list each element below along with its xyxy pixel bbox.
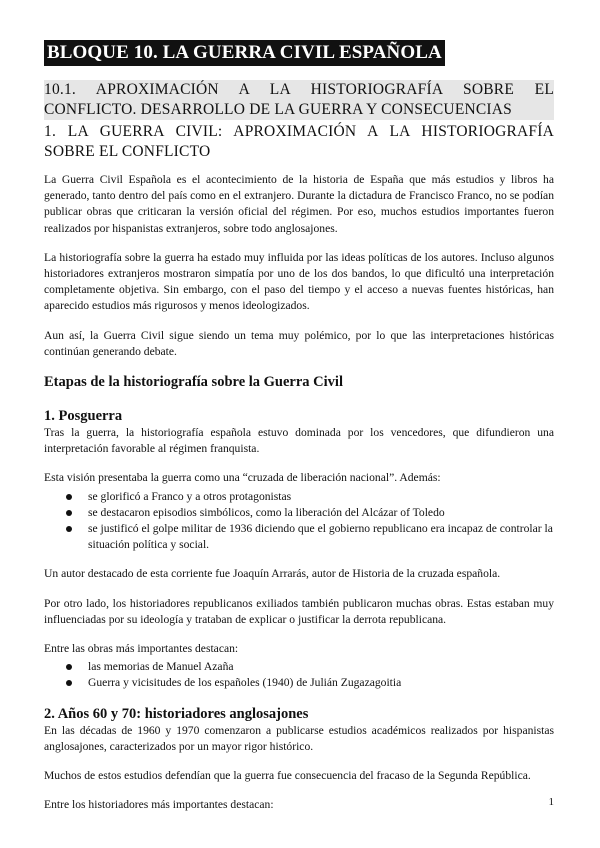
list-item	[80, 659, 554, 675]
list-item-text: Guerra y vicisitudes de los españoles (1940) de Julián Zugazagoitia	[88, 676, 402, 690]
list-item-text: se glorificó a Franco y a otros protagonistas	[88, 489, 292, 503]
list-item	[80, 505, 554, 521]
subsection-heading: 1. LA GUERRA CIVIL: APROXIMACIÓN A LA HISTORIOGRAFÍA SOBRE EL CONFLICTO	[44, 123, 554, 160]
posguerra-paragraph-4: Por otro lado, los historiadores republicanos exiliados también publicaron muchas obras. Estas estaban muy influenciadas por su ideología y trataban de explicar o justificar la derrota republicana.	[44, 596, 554, 626]
list-item	[80, 675, 554, 691]
posguerra-paragraph-5: Entre las obras más importantes destacan:	[44, 642, 239, 656]
anglosajones-paragraph-2: Muchos de estos estudios defendían que la guerra fue consecuencia del fracaso de la Segunda República.	[44, 769, 531, 783]
list-item	[80, 521, 554, 553]
posguerra-paragraph-3: Un autor destacado de esta corriente fue Joaquín Arrarás, autor de Historia de la cruzada española.	[44, 567, 501, 581]
posguerra-works-list	[44, 659, 554, 691]
bullet-icon	[66, 494, 72, 500]
document-page	[44, 40, 554, 826]
list-item	[80, 489, 554, 505]
posguerra-paragraph-1: Tras la guerra, la historiografía española estuvo dominada por los vencedores, que difundieron una interpretación favorable al régimen franquista.	[44, 426, 554, 456]
anglosajones-paragraph-1: En las décadas de 1960 y 1970 comenzaron a publicarse estudios académicos realizados por hispanistas anglosajones, caracterizados por un mayor rigor histórico.	[44, 723, 554, 753]
bullet-icon	[66, 526, 72, 532]
document-title: BLOQUE 10. LA GUERRA CIVIL ESPAÑOLA	[44, 40, 445, 66]
bullet-icon	[66, 680, 72, 686]
intro-paragraph-2: La historiografía sobre la guerra ha estado muy influida por las ideas políticas de los autores. Incluso algunos historiadores extranjeros mostraron simpatía por uno de los dos bandos, lo que dificultó una interpretación completamente objetiva. Sin embargo, con el paso del tiempo y el acceso a nuevas fuentes históricas, han aparecido estudios más rigurosos y menos ideologizados.	[44, 250, 554, 313]
anglosajones-paragraph-3: Entre los historiadores más importantes destacan:	[44, 798, 274, 812]
posguerra-bullet-list	[44, 489, 554, 554]
list-item-text: se destacaron episodios simbólicos, como la liberación del Alcázar of Toledo	[88, 505, 445, 519]
posguerra-paragraph-2: Esta visión presentaba la guerra como una “cruzada de liberación nacional”. Además:	[44, 471, 441, 485]
section-heading-line-1: 10.1. APROXIMACIÓN A LA HISTORIOGRAFÍA SOBRE EL	[44, 81, 554, 98]
bullet-icon	[66, 510, 72, 516]
bullet-icon	[66, 664, 72, 670]
list-item-text: las memorias de Manuel Azaña	[88, 660, 234, 674]
intro-paragraph-3: Aun así, la Guerra Civil sigue siendo un tema muy polémico, por lo que las interpretaciones históricas continúan generando debate.	[44, 328, 554, 358]
page-number: 1	[548, 796, 554, 808]
stages-heading: Etapas de la historiografía sobre la Guerra Civil	[44, 374, 343, 391]
posguerra-heading: 1. Posguerra	[44, 408, 123, 425]
section-heading-line-2: CONFLICTO. DESARROLLO DE LA GUERRA Y CONSECUENCIAS	[44, 100, 554, 120]
anglosajones-heading: 2. Años 60 y 70: historiadores anglosajones	[44, 705, 309, 722]
list-item-text: se justificó el golpe militar de 1936 diciendo que el gobierno republicano era incapaz de controlar la situación política y social.	[88, 522, 553, 552]
intro-paragraph-1: La Guerra Civil Española es el acontecimiento de la historia de España que más estudios y libros ha generado, tanto dentro del país como en el extranjero. Durante la dictadura de Francisco Franco, no se podían publicar obras que criticaran la versión oficial del régimen. Por eso, muchos estudios importantes fueron realizados por hispanistas extranjeros, sobre todo anglosajones.	[44, 173, 554, 235]
